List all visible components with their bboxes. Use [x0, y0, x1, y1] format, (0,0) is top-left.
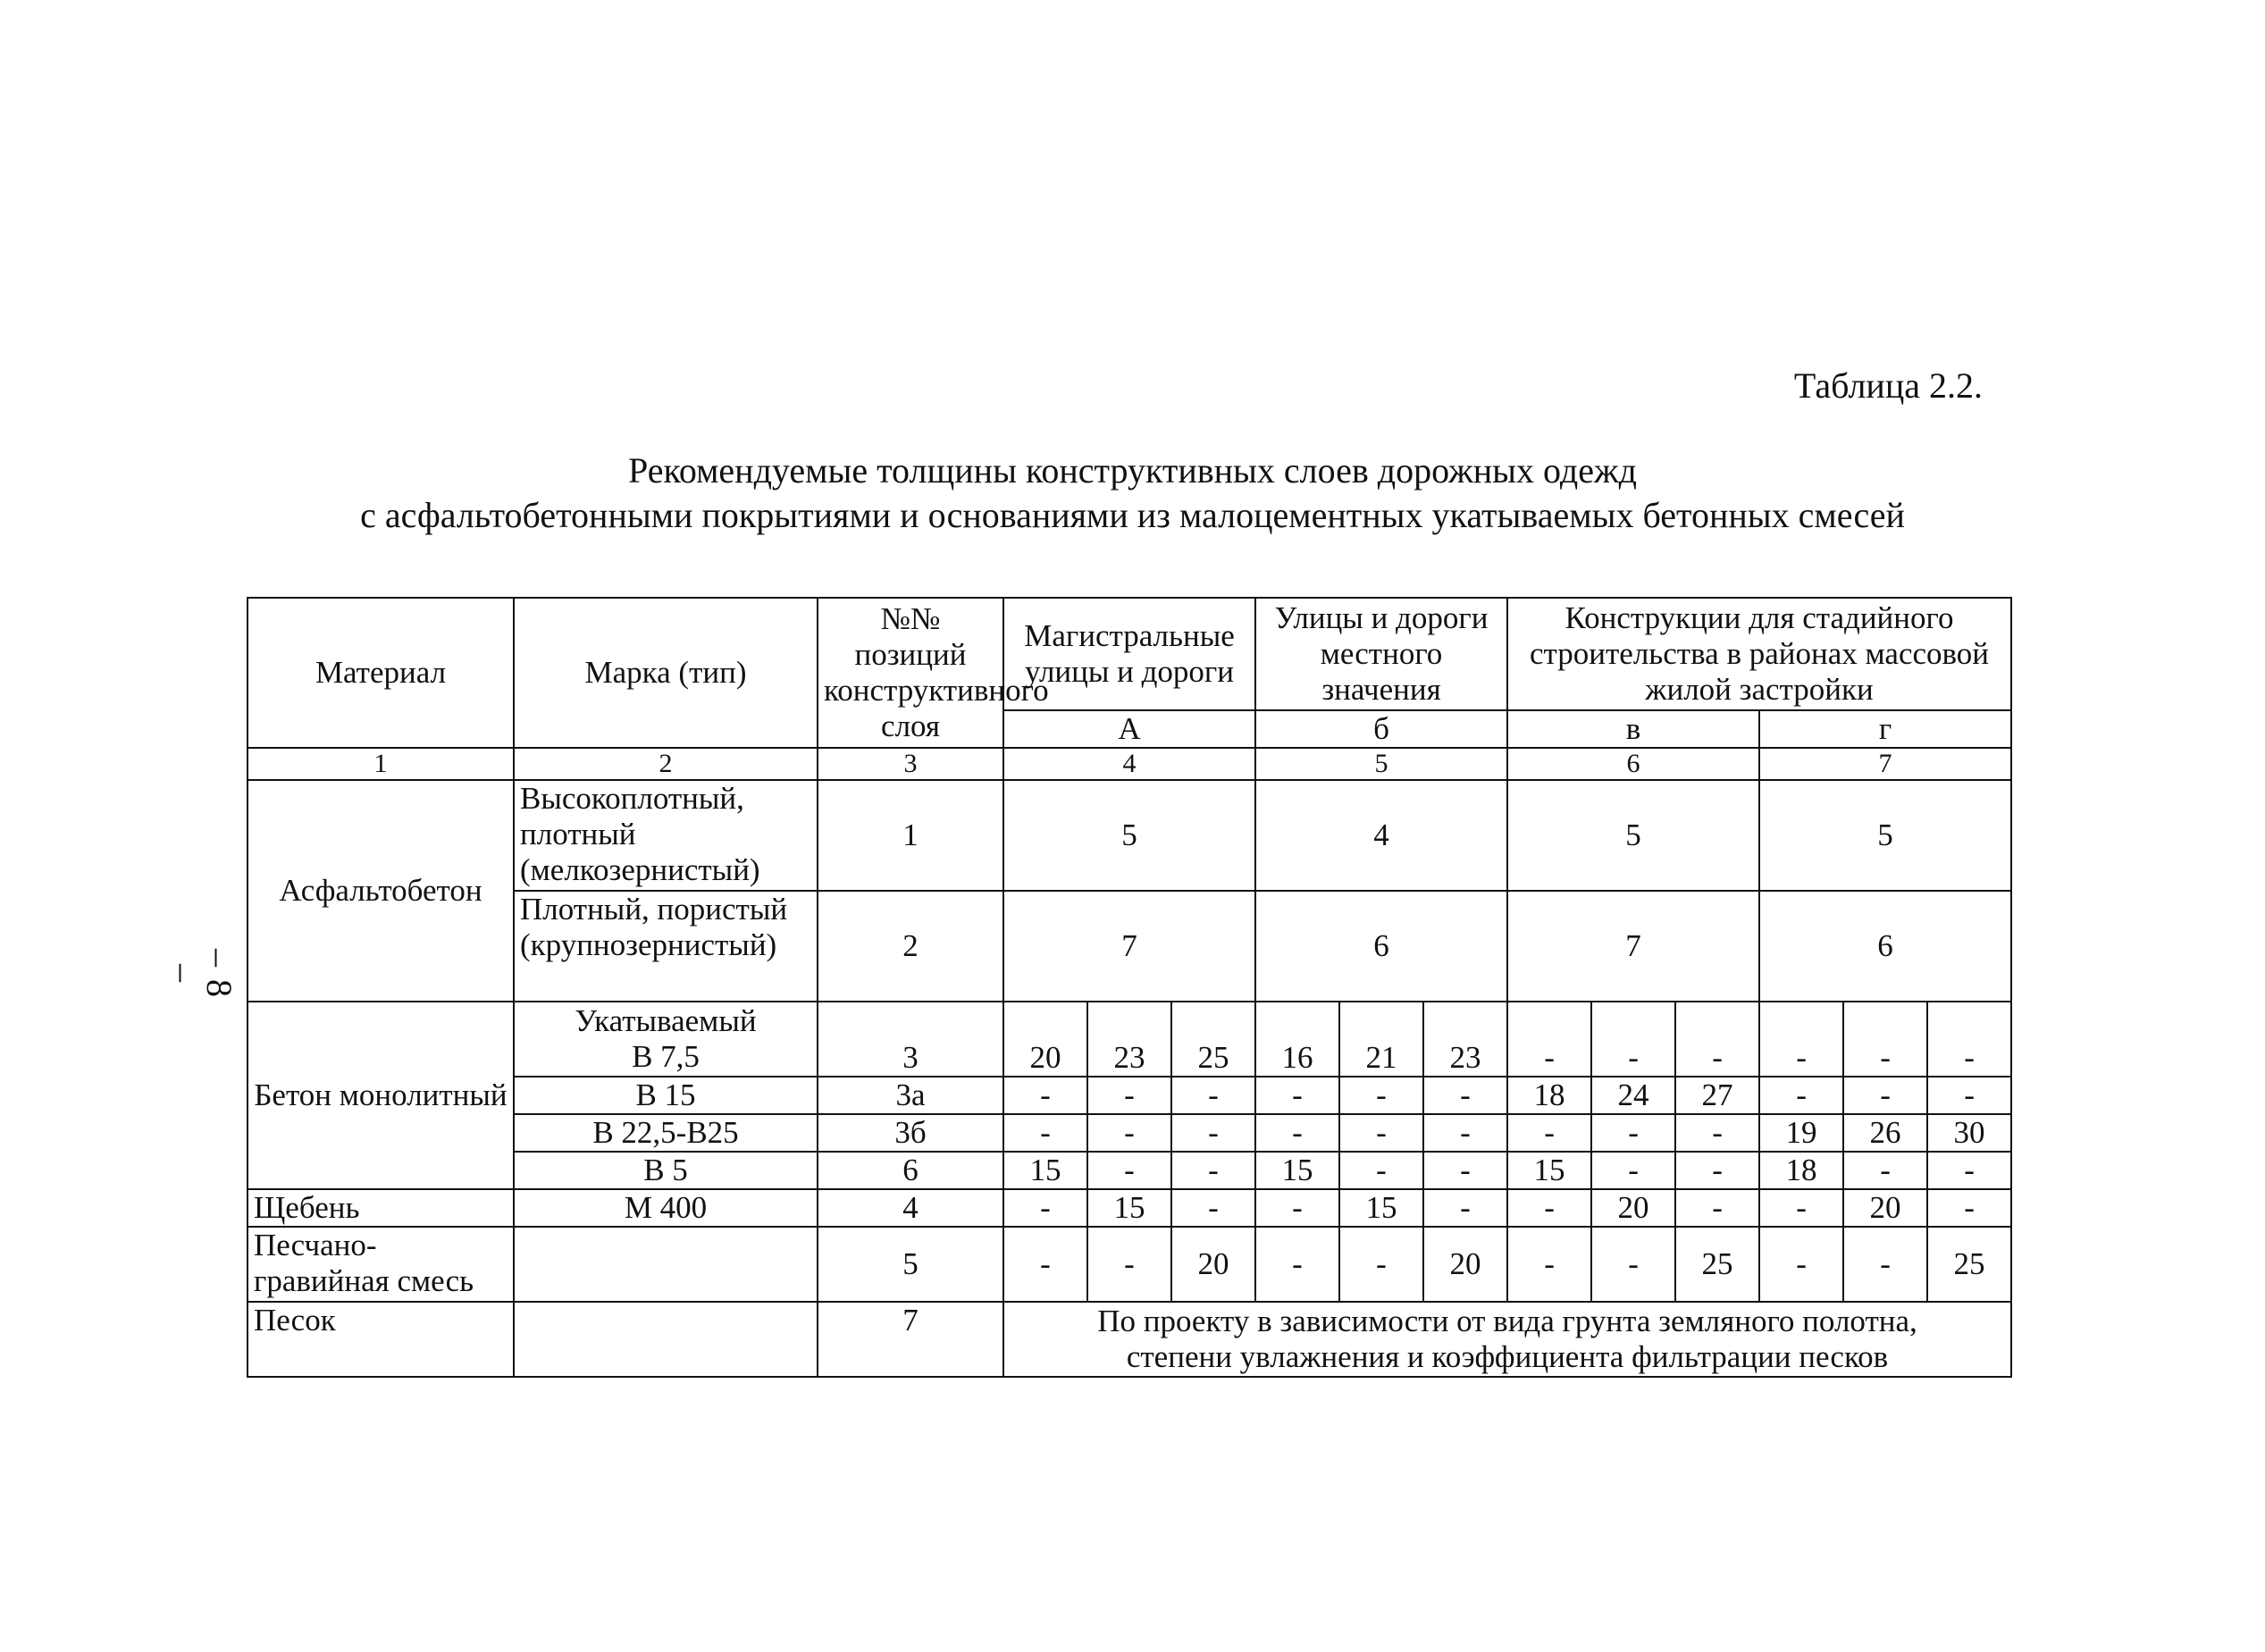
value-cell: 30	[1927, 1114, 2011, 1152]
value-cell: 20	[1591, 1189, 1675, 1227]
position-cell: 5	[818, 1227, 1003, 1302]
value-cell: -	[1171, 1077, 1255, 1114]
marka-cell	[514, 1302, 818, 1377]
value-cell: 7	[1003, 891, 1255, 1002]
value-cell: -	[1339, 1114, 1423, 1152]
value-cell: 7	[1507, 891, 1759, 1002]
value-cell: 6	[1255, 891, 1507, 1002]
value-cell: 15	[1003, 1152, 1087, 1189]
value-cell: -	[1003, 1189, 1087, 1227]
value-cell: -	[1843, 1077, 1927, 1114]
col-number: 2	[514, 748, 818, 780]
value-cell: 20	[1171, 1227, 1255, 1302]
value-cell: 5	[1759, 780, 2011, 891]
value-cell: 16	[1255, 1002, 1339, 1077]
value-cell: 5	[1507, 780, 1759, 891]
value-cell: -	[1591, 1227, 1675, 1302]
material-concrete: Бетон монолитный	[247, 1002, 514, 1189]
material-asphalt: Асфальтобетон	[247, 780, 514, 1002]
col-number: 3	[818, 748, 1003, 780]
value-cell: -	[1927, 1077, 2011, 1114]
col-number: 7	[1759, 748, 2011, 780]
value-cell: -	[1759, 1189, 1843, 1227]
value-cell: 25	[1675, 1227, 1759, 1302]
value-cell: -	[1339, 1152, 1423, 1189]
col-number: 4	[1003, 748, 1255, 780]
value-cell: -	[1507, 1227, 1591, 1302]
value-cell: -	[1423, 1152, 1507, 1189]
value-cell: 20	[1423, 1227, 1507, 1302]
value-cell: -	[1675, 1189, 1759, 1227]
material-gravel: Щебень	[247, 1189, 514, 1227]
value-cell: -	[1087, 1077, 1171, 1114]
value-cell: 25	[1171, 1002, 1255, 1077]
thickness-table	[247, 597, 2012, 1378]
value-cell: -	[1927, 1002, 2011, 1077]
header-sub-a: А	[1003, 710, 1255, 748]
value-cell: -	[1843, 1152, 1927, 1189]
page-number: – 8 –	[164, 949, 239, 999]
value-cell: 24	[1591, 1077, 1675, 1114]
position-cell: 3б	[818, 1114, 1003, 1152]
marka-cell	[514, 1002, 818, 1077]
value-cell: 25	[1927, 1227, 2011, 1302]
value-cell: -	[1087, 1152, 1171, 1189]
position-cell: 2	[818, 891, 1003, 1002]
value-cell: 18	[1507, 1077, 1591, 1114]
value-cell: -	[1675, 1114, 1759, 1152]
value-cell: -	[1087, 1114, 1171, 1152]
sand-note: По проекту в зависимости от вида грунта земляного полотна, степени увлажнения и коэффициента фильтрации песков	[1003, 1302, 2011, 1377]
marka-cell: М 400	[514, 1189, 818, 1227]
value-cell: -	[1003, 1227, 1087, 1302]
header-sub-c: в	[1507, 710, 1759, 748]
header-group-b: Улицы и дороги местного значения	[1255, 598, 1507, 710]
value-cell: -	[1591, 1152, 1675, 1189]
position-cell: 3а	[818, 1077, 1003, 1114]
marka-cell: В 22,5-В25	[514, 1114, 818, 1152]
value-cell: -	[1423, 1077, 1507, 1114]
value-cell: -	[1339, 1077, 1423, 1114]
value-cell: 5	[1003, 780, 1255, 891]
header-marka: Марка (тип)	[514, 598, 818, 748]
value-cell: -	[1507, 1189, 1591, 1227]
header-sub-d: г	[1759, 710, 2011, 748]
value-cell: -	[1507, 1114, 1591, 1152]
value-cell: -	[1087, 1227, 1171, 1302]
header-group-a: Магистральные улицы и дороги	[1003, 598, 1255, 710]
value-cell: -	[1003, 1077, 1087, 1114]
value-cell: -	[1759, 1227, 1843, 1302]
value-cell: -	[1927, 1152, 2011, 1189]
value-cell: 23	[1087, 1002, 1171, 1077]
value-cell: 23	[1423, 1002, 1507, 1077]
value-cell: -	[1927, 1189, 2011, 1227]
value-cell: 4	[1255, 780, 1507, 891]
header-positions: №№ позиций конструктивного слоя	[818, 598, 1003, 748]
header-group-c: Конструкции для стадийного строительства в районах массовой жилой застройки	[1507, 598, 2011, 710]
value-cell: -	[1339, 1227, 1423, 1302]
marka-cell: В 15	[514, 1077, 818, 1114]
value-cell: 27	[1675, 1077, 1759, 1114]
marka-cell: Плотный, пористый (крупнозернистый)	[514, 891, 818, 1002]
position-cell: 4	[818, 1189, 1003, 1227]
value-cell: -	[1759, 1002, 1843, 1077]
header-sub-b: б	[1255, 710, 1507, 748]
table-title	[0, 449, 2265, 538]
title-line-2: с асфальтобетонными покрытиями и основаниями из малоцементных укатываемых бетонных смесей	[360, 495, 1905, 535]
value-cell: -	[1675, 1152, 1759, 1189]
marka-cell: В 5	[514, 1152, 818, 1189]
title-line-1: Рекомендуемые толщины конструктивных слоев дорожных одежд	[627, 450, 1637, 491]
position-cell: 7	[818, 1302, 1003, 1377]
value-cell: 21	[1339, 1002, 1423, 1077]
marka-line: Укатываемый	[575, 1003, 757, 1038]
position-cell: 1	[818, 780, 1003, 891]
value-cell: -	[1255, 1189, 1339, 1227]
table-caption: Таблица 2.2.	[1793, 365, 1983, 406]
header-material: Материал	[247, 598, 514, 748]
value-cell: -	[1423, 1189, 1507, 1227]
value-cell: -	[1675, 1002, 1759, 1077]
value-cell: -	[1423, 1114, 1507, 1152]
material-psg: Песчано-гравийная смесь	[247, 1227, 514, 1302]
value-cell: -	[1843, 1227, 1927, 1302]
marka-cell	[514, 1227, 818, 1302]
col-number: 5	[1255, 748, 1507, 780]
value-cell: -	[1591, 1114, 1675, 1152]
marka-line: В 7,5	[632, 1039, 700, 1074]
value-cell: -	[1003, 1114, 1087, 1152]
value-cell: -	[1591, 1002, 1675, 1077]
value-cell: 15	[1255, 1152, 1339, 1189]
value-cell: -	[1843, 1002, 1927, 1077]
value-cell: 15	[1507, 1152, 1591, 1189]
value-cell: 15	[1087, 1189, 1171, 1227]
col-number: 6	[1507, 748, 1759, 780]
value-cell: 19	[1759, 1114, 1843, 1152]
marka-cell: Высокоплотный, плотный (мелкозернистый)	[514, 780, 818, 891]
value-cell: 20	[1003, 1002, 1087, 1077]
value-cell: -	[1255, 1077, 1339, 1114]
value-cell: -	[1507, 1002, 1591, 1077]
value-cell: -	[1255, 1227, 1339, 1302]
value-cell: -	[1171, 1114, 1255, 1152]
value-cell: -	[1171, 1189, 1255, 1227]
value-cell: -	[1255, 1114, 1339, 1152]
col-number: 1	[247, 748, 514, 780]
value-cell: 18	[1759, 1152, 1843, 1189]
position-cell: 6	[818, 1152, 1003, 1189]
value-cell: 20	[1843, 1189, 1927, 1227]
value-cell: -	[1759, 1077, 1843, 1114]
value-cell: 15	[1339, 1189, 1423, 1227]
value-cell: -	[1171, 1152, 1255, 1189]
value-cell: 6	[1759, 891, 2011, 1002]
position-cell: 3	[818, 1002, 1003, 1077]
value-cell: 26	[1843, 1114, 1927, 1152]
material-sand: Песок	[247, 1302, 514, 1377]
